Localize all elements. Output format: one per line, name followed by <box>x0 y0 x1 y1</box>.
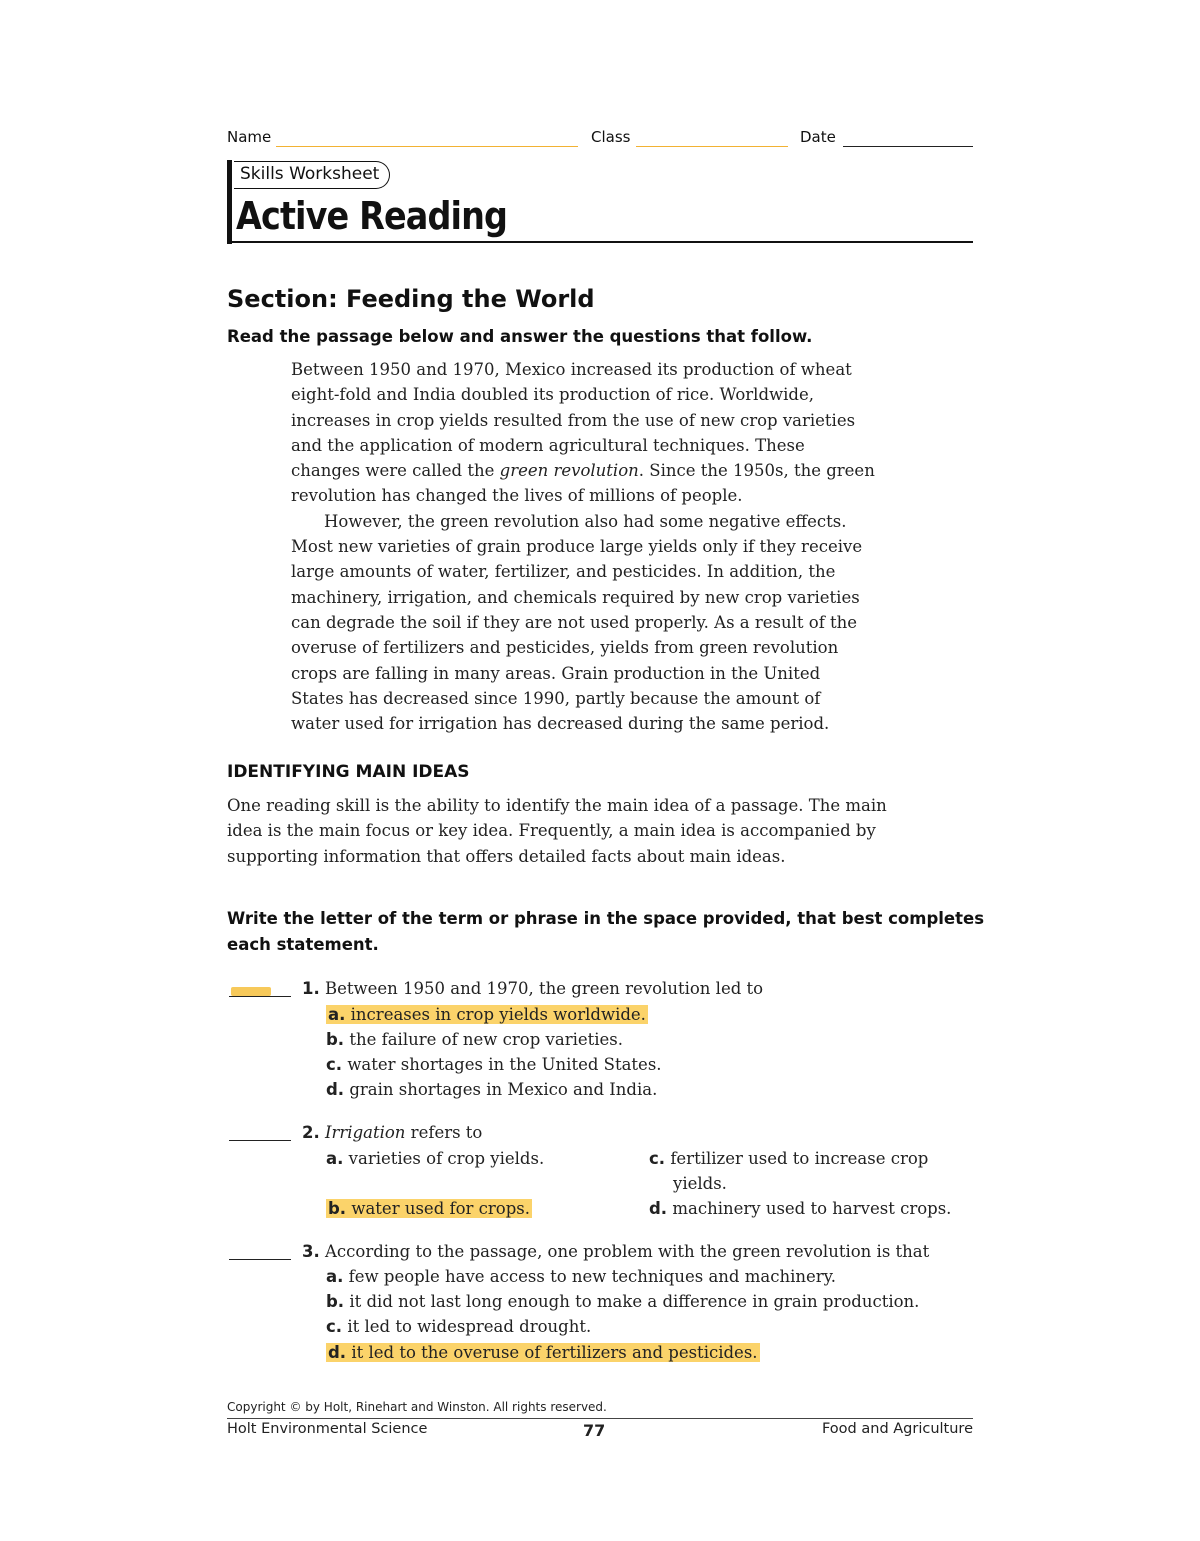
name-field[interactable] <box>276 146 578 147</box>
option-text: water shortages in the United States. <box>347 1055 662 1074</box>
option-letter: d. <box>326 1080 345 1099</box>
skill-description <box>227 793 987 869</box>
passage-line: Between 1950 and 1970, Mexico increased its production of wheat <box>291 360 852 379</box>
chapter-title: Food and Agriculture <box>821 1421 973 1437</box>
option-text: machinery used to harvest crops. <box>672 1199 952 1218</box>
title-rule <box>227 241 973 243</box>
passage-line: and the application of modern agricultural techniques. These <box>291 435 805 455</box>
option-letter: c. <box>326 1317 343 1336</box>
answer-blank-1[interactable] <box>229 996 291 997</box>
skill-line: idea is the main focus or key idea. Frequently, a main idea is accompanied by <box>227 821 876 841</box>
highlighted-answer <box>326 1199 532 1218</box>
passage-line: However, the green revolution also had some negative effects. <box>324 511 847 531</box>
option-3c[interactable] <box>326 1314 591 1339</box>
skill-line: One reading skill is the ability to identify the main idea of a passage. The main <box>227 796 887 815</box>
option-letter: b. <box>328 1199 347 1218</box>
passage-line: machinery, irrigation, and chemicals required by new crop varieties <box>291 587 860 607</box>
passage-line: Most new varieties of grain produce large yields only if they receive <box>291 537 863 557</box>
option-letter: d. <box>649 1199 668 1218</box>
option-letter: b. <box>326 1030 345 1049</box>
class-label: Class <box>591 128 631 146</box>
question-number: 2. <box>302 1123 320 1142</box>
passage-line: crops are falling in many areas. Grain production in the United <box>291 663 821 683</box>
option-text: few people have access to new techniques and machinery. <box>348 1267 837 1286</box>
answer-mark-1 <box>231 987 271 996</box>
highlighted-answer <box>326 1343 760 1362</box>
option-text: it led to the overuse of fertilizers and pesticides. <box>351 1343 758 1362</box>
option-letter: a. <box>328 1005 346 1024</box>
option-2c-continued: yields. <box>673 1174 727 1193</box>
passage-line: water used for irrigation has decreased during the same period. <box>291 714 830 734</box>
date-field[interactable] <box>843 146 973 147</box>
section-title: Section: Feeding the World <box>227 285 595 313</box>
option-text: it led to widespread drought. <box>347 1317 592 1336</box>
passage-line: overuse of fertilizers and pesticides, yields from green revolution <box>291 638 839 658</box>
question-stem: According to the passage, one problem with the green revolution is that <box>325 1242 930 1261</box>
passage-line: eight-fold and India doubled its production of rice. Worldwide, <box>291 385 814 405</box>
answer-blank-3[interactable] <box>229 1259 291 1260</box>
option-letter: c. <box>649 1149 666 1168</box>
question-stem: refers to <box>405 1123 483 1142</box>
option-2b[interactable] <box>326 1196 532 1221</box>
book-title: Holt Environmental Science <box>227 1421 428 1437</box>
option-1c[interactable] <box>326 1052 662 1077</box>
irrigation-term: Irrigation <box>325 1123 406 1142</box>
option-letter: c. <box>326 1055 343 1074</box>
passage-line <box>291 458 931 483</box>
option-2a[interactable] <box>326 1146 544 1171</box>
option-1a[interactable] <box>326 1002 648 1027</box>
option-text: varieties of crop yields. <box>348 1149 545 1168</box>
option-text: the failure of new crop varieties. <box>349 1030 624 1049</box>
option-2d[interactable] <box>649 1196 951 1221</box>
option-1b[interactable] <box>326 1027 623 1052</box>
highlighted-answer <box>326 1005 648 1024</box>
question-number: 3. <box>302 1242 320 1261</box>
copyright-notice: Copyright © by Holt, Rinehart and Winston. All rights reserved. <box>227 1400 607 1414</box>
passage-line-start: changes were called the <box>291 461 500 481</box>
reading-passage <box>291 357 931 736</box>
questions-instruction-line1: Write the letter of the term or phrase in the space provided, that best completes <box>227 909 985 928</box>
option-3b[interactable] <box>326 1289 919 1314</box>
question-1 <box>302 976 763 1001</box>
page-title: Active Reading <box>236 194 508 238</box>
question-2 <box>302 1120 482 1145</box>
passage-line: States has decreased since 1990, partly because the amount of <box>291 688 821 708</box>
passage-line: increases in crop yields resulted from the use of new crop varieties <box>291 410 856 430</box>
question-3 <box>302 1239 929 1264</box>
footer-rule <box>227 1418 973 1419</box>
question-stem: Between 1950 and 1970, the green revolution led to <box>325 979 764 998</box>
answer-blank-2[interactable] <box>229 1140 291 1141</box>
option-letter: d. <box>328 1343 347 1362</box>
option-3d[interactable] <box>326 1340 760 1365</box>
option-2c[interactable] <box>649 1146 928 1171</box>
skill-heading: IDENTIFYING MAIN IDEAS <box>227 762 470 782</box>
option-text: grain shortages in Mexico and India. <box>349 1080 658 1099</box>
option-3a[interactable] <box>326 1264 836 1289</box>
date-label: Date <box>800 128 836 146</box>
passage-line: revolution has changed the lives of millions of people. <box>291 486 743 506</box>
question-number: 1. <box>302 979 320 998</box>
green-revolution-term: green revolution <box>499 461 639 481</box>
option-1d[interactable] <box>326 1077 657 1102</box>
option-text: increases in crop yields worldwide. <box>350 1005 646 1024</box>
option-text: it did not last long enough to make a difference in grain production. <box>349 1292 920 1311</box>
class-field[interactable] <box>636 146 788 147</box>
passage-line: large amounts of water, fertilizer, and pesticides. In addition, the <box>291 562 836 582</box>
passage-line-end: . Since the 1950s, the green <box>638 461 875 481</box>
section-instruction: Read the passage below and answer the questions that follow. <box>227 327 813 346</box>
page-number: 77 <box>583 1421 606 1440</box>
passage-line: can degrade the soil if they are not used properly. As a result of the <box>291 612 858 632</box>
option-letter: b. <box>326 1292 345 1311</box>
questions-instruction-line2: each statement. <box>227 935 379 954</box>
name-label: Name <box>227 128 272 146</box>
option-text: fertilizer used to increase crop <box>670 1149 929 1168</box>
skill-line: supporting information that offers detailed facts about main ideas. <box>227 846 786 866</box>
option-text: water used for crops. <box>351 1199 531 1218</box>
title-bracket <box>227 160 232 244</box>
option-letter: a. <box>326 1149 344 1168</box>
worksheet-tag: Skills Worksheet <box>234 161 390 189</box>
option-letter: a. <box>326 1267 344 1286</box>
